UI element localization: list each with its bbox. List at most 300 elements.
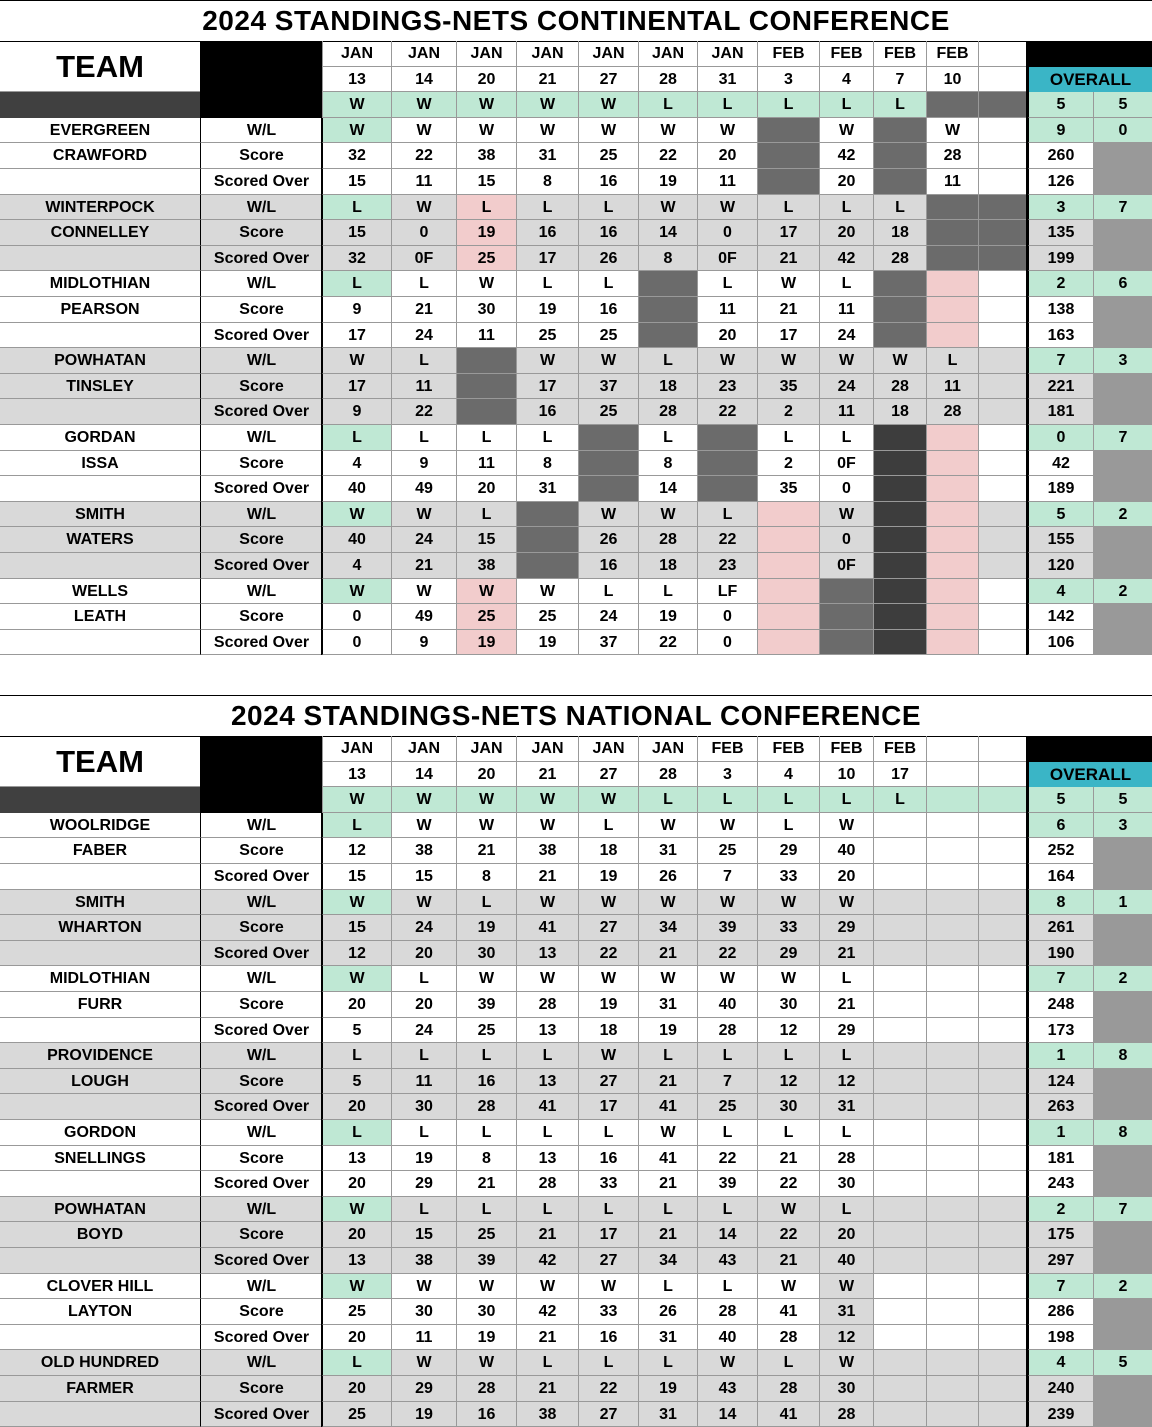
overall-gray-cell [1093, 323, 1152, 349]
score-cell [873, 1376, 926, 1402]
scored-over-cell: 39 [456, 1248, 516, 1274]
month-label: FEB [873, 41, 926, 67]
reference-losses: 5 [1093, 787, 1152, 813]
reference-result: L [697, 787, 757, 813]
overall-gray-cell [1093, 864, 1152, 890]
scored-over-cell: 0 [819, 476, 873, 502]
score-cell: 41 [516, 915, 578, 941]
result-cell [926, 1350, 978, 1376]
score-cell: 21 [391, 297, 456, 323]
overall-gray-cell [1093, 1146, 1152, 1172]
result-cell: L [638, 579, 697, 605]
score-cell: 18 [578, 838, 638, 864]
scored-over-cell [926, 1248, 978, 1274]
overall-gray-cell [1093, 1299, 1152, 1325]
overall-losses: 3 [1093, 813, 1152, 839]
result-cell [873, 890, 926, 916]
overall-header-block [1028, 736, 1152, 762]
scored-over-cell [978, 246, 1028, 272]
result-cell: W [456, 579, 516, 605]
result-cell: L [391, 348, 456, 374]
day-label: 14 [391, 67, 456, 93]
reference-result: W [578, 92, 638, 118]
team-name: SNELLINGS [0, 1146, 200, 1172]
scored-over-cell [873, 323, 926, 349]
overall-wins: 0 [1028, 425, 1093, 451]
result-cell: L [757, 1350, 819, 1376]
score-cell: 33 [757, 915, 819, 941]
row-label: Score [200, 451, 322, 477]
score-cell: 0 [819, 527, 873, 553]
score-cell: 22 [578, 1376, 638, 1402]
score-cell: 16 [578, 297, 638, 323]
scored-over-cell [978, 1402, 1028, 1427]
scored-over-cell: 21 [456, 1171, 516, 1197]
result-cell: W [322, 348, 391, 374]
score-cell [873, 451, 926, 477]
scored-over-total: 164 [1028, 864, 1093, 890]
overall-gray-cell [1093, 1248, 1152, 1274]
scored-over-cell: 0F [391, 246, 456, 272]
result-cell [926, 1197, 978, 1223]
overall-label: OVERALL [1028, 762, 1152, 788]
overall-gray-cell [1093, 1376, 1152, 1402]
result-cell: L [456, 1120, 516, 1146]
row-label: Scored Over [200, 1402, 322, 1427]
scored-over-cell [873, 1018, 926, 1044]
result-cell [873, 579, 926, 605]
scored-over-total: 239 [1028, 1402, 1093, 1427]
scored-over-cell [978, 399, 1028, 425]
result-cell: L [757, 813, 819, 839]
scored-over-cell: 31 [516, 476, 578, 502]
reference-result: L [873, 92, 926, 118]
score-cell: 21 [757, 1146, 819, 1172]
team-name-blank [0, 323, 200, 349]
score-cell [926, 1222, 978, 1248]
month-label: JAN [391, 41, 456, 67]
day-label: 4 [757, 762, 819, 788]
score-cell [697, 451, 757, 477]
result-cell: W [391, 890, 456, 916]
result-cell [978, 425, 1028, 451]
row-label: Scored Over [200, 1325, 322, 1351]
scored-over-cell [926, 941, 978, 967]
scored-over-cell: 21 [638, 1171, 697, 1197]
day-label: 27 [578, 67, 638, 93]
score-cell [978, 1146, 1028, 1172]
scored-over-cell: 26 [638, 864, 697, 890]
scored-over-total: 297 [1028, 1248, 1093, 1274]
result-cell: L [391, 1120, 456, 1146]
overall-losses: 7 [1093, 425, 1152, 451]
score-cell: 30 [391, 1299, 456, 1325]
score-cell: 28 [456, 1376, 516, 1402]
overall-gray-cell [1093, 1171, 1152, 1197]
team-name: WOOLRIDGE [0, 813, 200, 839]
row-label: Score [200, 220, 322, 246]
score-cell: 29 [757, 838, 819, 864]
result-cell: W [391, 195, 456, 221]
row-label: W/L [200, 271, 322, 297]
result-cell: L [578, 271, 638, 297]
score-cell [926, 992, 978, 1018]
score-cell: 20 [819, 220, 873, 246]
scored-over-cell: 25 [322, 1402, 391, 1427]
score-cell: 21 [757, 297, 819, 323]
row-label: Score [200, 297, 322, 323]
result-cell [926, 1120, 978, 1146]
result-cell [978, 348, 1028, 374]
score-total: 221 [1028, 374, 1093, 400]
result-cell: L [322, 425, 391, 451]
score-cell [926, 1069, 978, 1095]
result-cell: W [757, 890, 819, 916]
score-cell: 30 [456, 1299, 516, 1325]
reference-row-label [0, 787, 200, 813]
scored-over-cell [978, 1248, 1028, 1274]
scored-over-cell: 16 [578, 1325, 638, 1351]
overall-gray-cell [1093, 915, 1152, 941]
day-label: 27 [578, 762, 638, 788]
row-label: Score [200, 527, 322, 553]
score-cell: 25 [456, 1222, 516, 1248]
score-cell: 12 [322, 838, 391, 864]
row-label: Scored Over [200, 864, 322, 890]
day-label: 3 [697, 762, 757, 788]
score-cell: 32 [322, 143, 391, 169]
scored-over-cell [978, 1094, 1028, 1120]
score-cell: 39 [456, 992, 516, 1018]
score-cell: 19 [456, 915, 516, 941]
result-cell: L [638, 1197, 697, 1223]
day-label: 13 [322, 762, 391, 788]
reference-result [926, 787, 978, 813]
scored-over-cell [978, 630, 1028, 656]
result-cell: W [578, 890, 638, 916]
scored-over-cell: 42 [516, 1248, 578, 1274]
result-cell: W [638, 118, 697, 144]
result-cell [757, 579, 819, 605]
scored-over-cell [926, 553, 978, 579]
scored-over-cell: 21 [638, 941, 697, 967]
scored-over-total: 163 [1028, 323, 1093, 349]
result-cell: L [638, 348, 697, 374]
overall-wins: 2 [1028, 271, 1093, 297]
score-cell [926, 604, 978, 630]
result-cell: W [516, 579, 578, 605]
date-block-border [321, 736, 322, 1427]
month-label: JAN [638, 41, 697, 67]
score-cell: 43 [697, 1376, 757, 1402]
scored-over-cell: 25 [456, 1018, 516, 1044]
result-cell: L [819, 1043, 873, 1069]
result-cell [926, 1274, 978, 1300]
overall-losses: 8 [1093, 1043, 1152, 1069]
result-cell [978, 1274, 1028, 1300]
result-cell [516, 502, 578, 528]
scored-over-cell: 12 [322, 941, 391, 967]
result-cell: L [757, 1043, 819, 1069]
scored-over-cell: 19 [578, 864, 638, 890]
scored-over-cell [873, 476, 926, 502]
score-cell [873, 297, 926, 323]
result-cell: L [578, 195, 638, 221]
reference-result: W [456, 92, 516, 118]
result-cell [978, 579, 1028, 605]
scored-over-cell: 49 [391, 476, 456, 502]
score-cell: 20 [391, 992, 456, 1018]
month-label: JAN [456, 736, 516, 762]
scored-over-cell: 11 [697, 169, 757, 195]
overall-gray-cell [1093, 630, 1152, 656]
result-cell: W [456, 1274, 516, 1300]
scored-over-cell: 21 [516, 864, 578, 890]
result-cell [873, 118, 926, 144]
scored-over-cell: 15 [456, 169, 516, 195]
scored-over-cell: 26 [578, 246, 638, 272]
row-label: Scored Over [200, 1018, 322, 1044]
score-cell: 22 [638, 143, 697, 169]
result-cell: L [697, 1197, 757, 1223]
result-cell: L [456, 425, 516, 451]
scored-over-cell: 38 [391, 1248, 456, 1274]
team-name: LOUGH [0, 1069, 200, 1095]
team-name-blank [0, 630, 200, 656]
score-cell [578, 451, 638, 477]
day-label: 21 [516, 762, 578, 788]
result-cell: W [757, 348, 819, 374]
overall-gray-cell [1093, 527, 1152, 553]
scored-over-cell [757, 553, 819, 579]
score-cell: 27 [578, 1069, 638, 1095]
reference-result: W [322, 787, 391, 813]
score-cell [926, 220, 978, 246]
score-cell: 20 [322, 992, 391, 1018]
result-cell: L [819, 1120, 873, 1146]
scored-over-cell: 15 [322, 864, 391, 890]
scored-over-total: 173 [1028, 1018, 1093, 1044]
score-cell: 40 [819, 838, 873, 864]
overall-losses: 3 [1093, 348, 1152, 374]
overall-wins: 4 [1028, 579, 1093, 605]
reference-losses: 5 [1093, 92, 1152, 118]
overall-gray-cell [1093, 941, 1152, 967]
score-cell: 33 [578, 1299, 638, 1325]
reference-wins: 5 [1028, 92, 1093, 118]
score-cell: 14 [638, 220, 697, 246]
result-cell: W [516, 118, 578, 144]
scored-over-cell: 21 [757, 246, 819, 272]
row-label: Scored Over [200, 1248, 322, 1274]
score-cell: 28 [757, 1376, 819, 1402]
row-label: W/L [200, 348, 322, 374]
row-label: Scored Over [200, 323, 322, 349]
score-cell [978, 297, 1028, 323]
result-cell: L [516, 1350, 578, 1376]
row-label: W/L [200, 813, 322, 839]
score-cell: 31 [638, 838, 697, 864]
scored-over-cell [926, 630, 978, 656]
row-label: Score [200, 1376, 322, 1402]
result-cell: W [391, 813, 456, 839]
scored-over-cell [978, 169, 1028, 195]
scored-over-cell: 8 [516, 169, 578, 195]
score-total: 142 [1028, 604, 1093, 630]
reference-row-label [0, 92, 200, 118]
scored-over-total: 198 [1028, 1325, 1093, 1351]
scored-over-cell: 21 [819, 941, 873, 967]
scored-over-cell [873, 553, 926, 579]
scored-over-cell: 20 [322, 1094, 391, 1120]
row-label: Score [200, 838, 322, 864]
result-cell: L [819, 966, 873, 992]
score-cell: 35 [757, 374, 819, 400]
result-cell: W [697, 1350, 757, 1376]
row-label: Score [200, 1069, 322, 1095]
scored-over-cell: 27 [578, 1248, 638, 1274]
result-cell [978, 813, 1028, 839]
scored-over-cell: 17 [578, 1094, 638, 1120]
score-cell: 11 [819, 297, 873, 323]
scored-over-cell: 4 [322, 553, 391, 579]
scored-over-cell: 14 [697, 1402, 757, 1427]
score-cell: 15 [322, 220, 391, 246]
scored-over-cell: 5 [322, 1018, 391, 1044]
result-cell [638, 271, 697, 297]
result-cell: W [638, 502, 697, 528]
score-cell: 21 [819, 992, 873, 1018]
overall-losses: 7 [1093, 195, 1152, 221]
result-cell [978, 1120, 1028, 1146]
overall-gray-cell [1093, 169, 1152, 195]
result-cell: W [516, 348, 578, 374]
scored-over-cell: 0 [322, 630, 391, 656]
result-cell: W [926, 118, 978, 144]
row-label: W/L [200, 1274, 322, 1300]
score-total: 252 [1028, 838, 1093, 864]
result-cell: W [456, 813, 516, 839]
row-label: Scored Over [200, 246, 322, 272]
score-cell: 29 [819, 915, 873, 941]
overall-losses: 2 [1093, 502, 1152, 528]
scored-over-cell: 28 [873, 246, 926, 272]
scored-over-cell: 8 [638, 246, 697, 272]
row-label: Scored Over [200, 476, 322, 502]
result-cell: L [322, 1120, 391, 1146]
scored-over-cell [926, 246, 978, 272]
result-cell: W [391, 1274, 456, 1300]
team-name: FABER [0, 838, 200, 864]
header-block [200, 736, 322, 813]
scored-over-cell: 12 [757, 1018, 819, 1044]
reference-result: W [578, 787, 638, 813]
scored-over-cell: 0F [697, 246, 757, 272]
overall-wins: 2 [1028, 1197, 1093, 1223]
month-label: FEB [697, 736, 757, 762]
score-cell: 19 [578, 992, 638, 1018]
scored-over-cell: 28 [757, 1325, 819, 1351]
result-cell: W [322, 579, 391, 605]
score-cell: 38 [516, 838, 578, 864]
score-cell: 42 [819, 143, 873, 169]
result-cell: W [638, 813, 697, 839]
scored-over-cell: 17 [757, 323, 819, 349]
result-cell: L [638, 1350, 697, 1376]
score-cell [926, 527, 978, 553]
result-cell: L [757, 1120, 819, 1146]
team-name: LAYTON [0, 1299, 200, 1325]
scored-over-cell: 11 [391, 169, 456, 195]
score-cell [978, 992, 1028, 1018]
overall-losses: 8 [1093, 1120, 1152, 1146]
score-cell: 19 [391, 1146, 456, 1172]
score-cell: 22 [757, 1222, 819, 1248]
result-cell [926, 271, 978, 297]
result-cell [978, 890, 1028, 916]
score-cell [926, 451, 978, 477]
score-cell: 26 [578, 527, 638, 553]
month-label: JAN [578, 41, 638, 67]
score-cell: 16 [578, 220, 638, 246]
score-cell: 19 [638, 604, 697, 630]
result-cell [819, 579, 873, 605]
result-cell: L [819, 425, 873, 451]
reference-result: L [819, 787, 873, 813]
result-cell [978, 502, 1028, 528]
reference-result: L [873, 787, 926, 813]
scored-over-cell: 22 [578, 941, 638, 967]
result-cell: W [578, 348, 638, 374]
month-label: FEB [926, 41, 978, 67]
row-label: W/L [200, 1043, 322, 1069]
result-cell: L [456, 890, 516, 916]
scored-over-cell: 25 [578, 399, 638, 425]
scored-over-cell: 20 [456, 476, 516, 502]
month-label: JAN [391, 736, 456, 762]
score-cell: 8 [516, 451, 578, 477]
result-cell: W [697, 195, 757, 221]
score-cell [978, 1299, 1028, 1325]
scored-over-cell: 19 [456, 630, 516, 656]
score-cell [873, 604, 926, 630]
score-cell: 11 [456, 451, 516, 477]
scored-over-total: 243 [1028, 1171, 1093, 1197]
scored-over-cell: 28 [638, 399, 697, 425]
score-cell [516, 527, 578, 553]
team-name-blank [0, 399, 200, 425]
overall-gray-cell [1093, 1094, 1152, 1120]
scored-over-cell: 31 [638, 1402, 697, 1427]
result-cell: W [578, 1043, 638, 1069]
result-cell: W [757, 271, 819, 297]
score-cell [978, 604, 1028, 630]
result-cell: W [456, 118, 516, 144]
result-cell: L [578, 579, 638, 605]
scored-over-cell: 2 [757, 399, 819, 425]
scored-over-total: 126 [1028, 169, 1093, 195]
team-name: ISSA [0, 451, 200, 477]
scored-over-cell [819, 630, 873, 656]
team-name-blank [0, 1018, 200, 1044]
result-cell: L [516, 425, 578, 451]
score-cell: 41 [638, 1146, 697, 1172]
scored-over-cell: 25 [516, 323, 578, 349]
score-cell: 19 [456, 220, 516, 246]
scored-over-cell: 22 [638, 630, 697, 656]
score-cell: 28 [819, 1146, 873, 1172]
result-cell: L [697, 1274, 757, 1300]
